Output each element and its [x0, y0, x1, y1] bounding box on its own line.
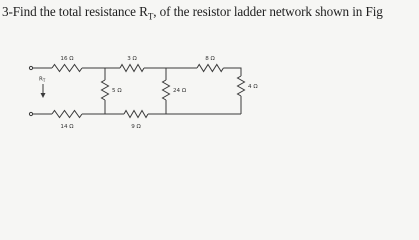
question-body-end: , of the resistor ladder network shown in Fig	[153, 4, 383, 19]
rt-arrow-icon	[41, 84, 46, 98]
label-24-ohm: 24 Ω	[173, 88, 187, 94]
resistor-16-ohm	[52, 65, 82, 72]
label-4-ohm: 4 Ω	[248, 84, 258, 90]
label-3-ohm: 3 Ω	[127, 56, 137, 62]
question-number: 3-	[2, 4, 13, 19]
resistor-3-ohm	[120, 65, 144, 72]
resistor-8-ohm	[197, 65, 223, 72]
input-terminal-bottom	[29, 112, 32, 115]
label-8-ohm: 8 Ω	[205, 56, 215, 62]
resistor-9-ohm	[124, 111, 148, 118]
resistor-4-ohm	[238, 76, 245, 96]
resistor-14-ohm	[52, 111, 82, 118]
resistor-24-ohm	[163, 80, 170, 100]
label-14-ohm: 14 Ω	[60, 124, 74, 130]
input-terminal-top	[29, 66, 32, 69]
question-body: Find the total resistance R	[12, 4, 148, 19]
rt-label: $R_T$	[39, 76, 46, 83]
question-subscript: T	[147, 11, 154, 22]
label-16-ohm: 16 Ω	[60, 56, 74, 62]
resistor-5-ohm	[102, 80, 109, 100]
label-5-ohm: 5 Ω	[112, 88, 122, 94]
label-9-ohm: 9 Ω	[131, 124, 141, 130]
